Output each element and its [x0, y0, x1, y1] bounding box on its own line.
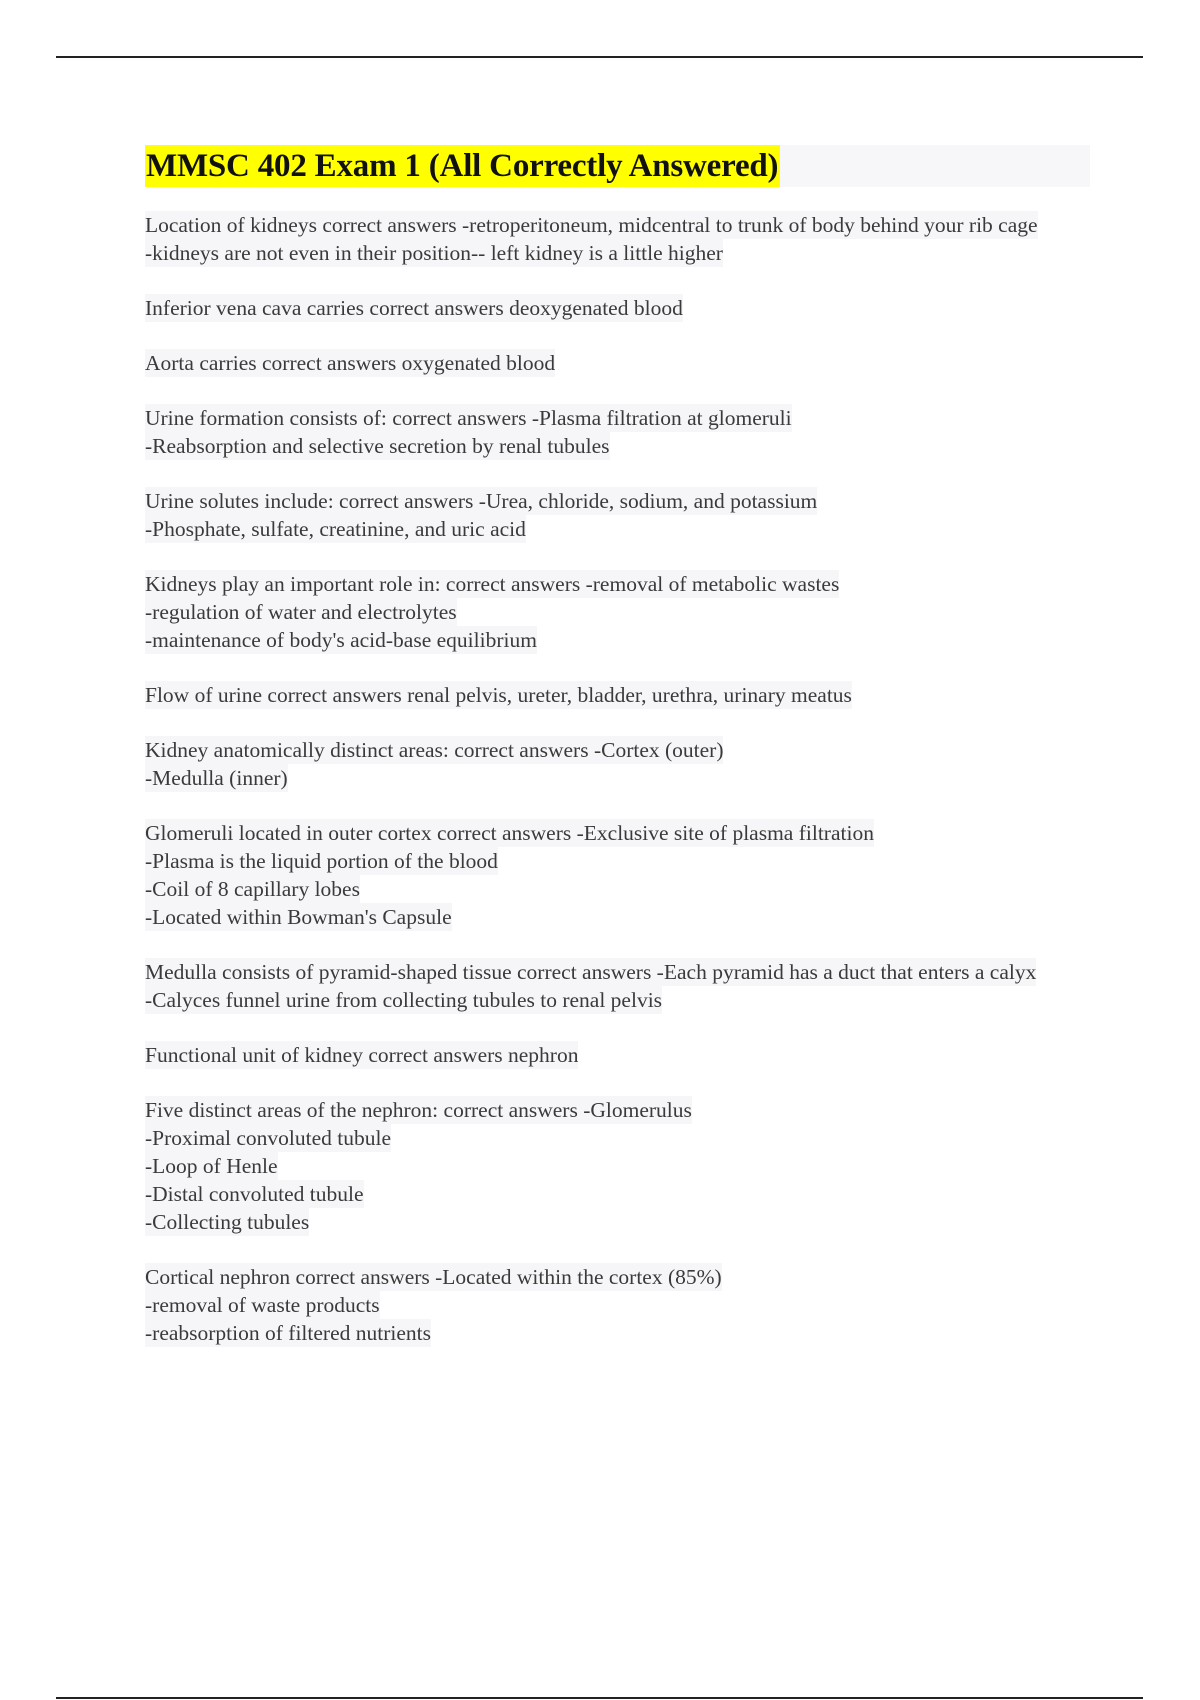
- answer-line: -Medulla (inner): [145, 766, 288, 790]
- question-line: Location of kidneys correct answers -retroperitoneum, midcentral to trunk of body behind your rib cage: [145, 213, 1038, 237]
- question-line: Cortical nephron correct answers -Located within the cortex (85%): [145, 1265, 722, 1289]
- question-line: Functional unit of kidney correct answers nephron: [145, 1043, 579, 1067]
- header-rule: [56, 56, 1143, 58]
- answer-line: -kidneys are not even in their position-- left kidney is a little higher: [145, 241, 723, 265]
- qa-entry: [145, 1263, 1090, 1347]
- answer-line: -regulation of water and electrolytes: [145, 600, 457, 624]
- qa-entry: [145, 570, 1090, 654]
- answer-line: -Coil of 8 capillary lobes: [145, 877, 360, 901]
- answer-line: -Phosphate, sulfate, creatinine, and uric acid: [145, 517, 526, 541]
- answer-line: -maintenance of body's acid-base equilibrium: [145, 628, 537, 652]
- qa-entry: [145, 681, 1090, 709]
- answer-line: -Distal convoluted tubule: [145, 1182, 364, 1206]
- document-title: MMSC 402 Exam 1 (All Correctly Answered): [145, 145, 780, 187]
- question-line: Glomeruli located in outer cortex correct answers -Exclusive site of plasma filtration: [145, 821, 874, 845]
- answer-line: -removal of waste products: [145, 1293, 380, 1317]
- qa-entry: [145, 404, 1090, 460]
- qa-entry: [145, 294, 1090, 322]
- question-line: Kidney anatomically distinct areas: correct answers -Cortex (outer): [145, 738, 724, 762]
- answer-line: -Loop of Henle: [145, 1154, 278, 1178]
- question-line: Inferior vena cava carries correct answers deoxygenated blood: [145, 296, 683, 320]
- answer-line: -Collecting tubules: [145, 1210, 310, 1234]
- qa-entry: [145, 211, 1090, 267]
- question-line: Flow of urine correct answers renal pelvis, ureter, bladder, urethra, urinary meatus: [145, 683, 852, 707]
- qa-entry: [145, 1096, 1090, 1236]
- qa-list: [145, 211, 1090, 1347]
- answer-line: -Calyces funnel urine from collecting tubules to renal pelvis: [145, 988, 663, 1012]
- question-line: Aorta carries correct answers oxygenated blood: [145, 351, 556, 375]
- qa-entry: [145, 958, 1090, 1014]
- qa-entry: [145, 487, 1090, 543]
- answer-line: -reabsorption of filtered nutrients: [145, 1321, 431, 1345]
- qa-entry: [145, 819, 1090, 931]
- question-line: Medulla consists of pyramid-shaped tissue correct answers -Each pyramid has a duct that enters a calyx: [145, 960, 1037, 984]
- qa-entry: [145, 1041, 1090, 1069]
- document-body: [145, 145, 1090, 1374]
- answer-line: -Plasma is the liquid portion of the blood: [145, 849, 498, 873]
- answer-line: -Reabsorption and selective secretion by renal tubules: [145, 434, 610, 458]
- qa-entry: [145, 736, 1090, 792]
- title-bar: [145, 145, 1090, 187]
- answer-line: -Proximal convoluted tubule: [145, 1126, 392, 1150]
- footer-rule: [56, 1697, 1143, 1699]
- question-line: Urine solutes include: correct answers -Urea, chloride, sodium, and potassium: [145, 489, 818, 513]
- question-line: Urine formation consists of: correct answers -Plasma filtration at glomeruli: [145, 406, 792, 430]
- question-line: Kidneys play an important role in: correct answers -removal of metabolic wastes: [145, 572, 840, 596]
- question-line: Five distinct areas of the nephron: correct answers -Glomerulus: [145, 1098, 692, 1122]
- answer-line: -Located within Bowman's Capsule: [145, 905, 452, 929]
- qa-entry: [145, 349, 1090, 377]
